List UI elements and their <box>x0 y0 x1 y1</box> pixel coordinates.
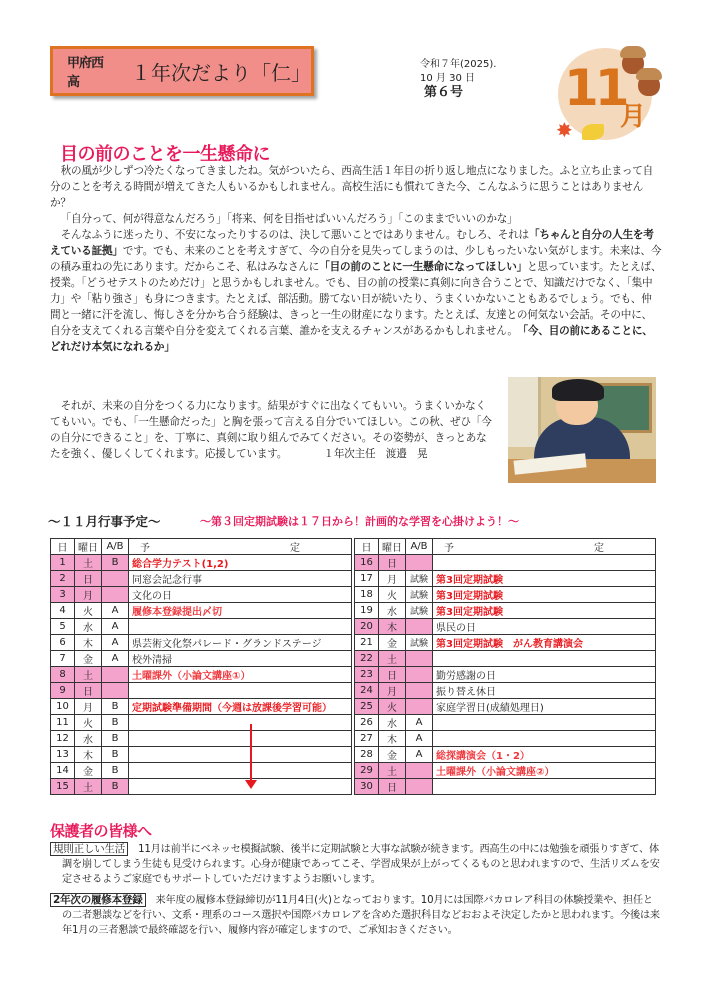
cell-weekday: 火 <box>75 715 102 731</box>
schedule-title: ～１１月行事予定～ <box>48 514 161 529</box>
cell-day: 14 <box>51 763 75 779</box>
table-row <box>51 699 352 715</box>
cell-day: 27 <box>355 731 379 747</box>
table-row <box>51 635 352 651</box>
cell-plan <box>129 731 352 747</box>
cell-ab: A <box>406 747 433 763</box>
cell-plan <box>129 715 352 731</box>
cell-weekday: 日 <box>75 571 102 587</box>
table-row <box>51 651 352 667</box>
cell-day: 4 <box>51 603 75 619</box>
cell-weekday: 月 <box>75 587 102 603</box>
cell-ab: B <box>102 747 129 763</box>
text-span: と思っています。たとえば、授業。「どうせテストのためだけ」と思うかもしれません。でも、目の前の授業に真剣に向き合うことで、知識だけでなく、「集中力」や「粘り強さ」も身につきます。たとえば、部活動。勝てない日が続いたり、うまくいかないこともあるでしょう。でも、仲間と一緒に汗を流し、悔しさを分かち合う経験は、きっと一生の財産になります。たとえば、友達との何気ない会話。その中に、自分を支えてくれる言葉や自分を変えてくれる言葉、誰かを支えるチャンスがあるかもしれません。 <box>50 261 662 337</box>
item-label-course-registration: 2年次の履修本登録 <box>50 893 146 907</box>
table-row <box>355 587 656 603</box>
cell-weekday: 日 <box>379 555 406 571</box>
table-row <box>355 571 656 587</box>
table-row <box>51 619 352 635</box>
cell-plan: 土曜課外（小論文講座①） <box>129 667 352 683</box>
cell-plan: 勤労感謝の日 <box>433 667 656 683</box>
cell-ab <box>102 587 129 603</box>
parents-body <box>50 842 662 938</box>
article-body-top <box>50 163 662 355</box>
table-row <box>355 603 656 619</box>
table-header-row <box>51 539 352 555</box>
cell-day: 8 <box>51 667 75 683</box>
cell-weekday: 土 <box>379 763 406 779</box>
article-body-bottom <box>50 398 494 462</box>
cell-plan <box>433 555 656 571</box>
newsletter-title-box <box>50 46 314 96</box>
cell-plan: 定期試験準備期間（今週は放課後学習可能） <box>129 699 352 715</box>
cell-day: 21 <box>355 635 379 651</box>
cell-weekday: 火 <box>379 699 406 715</box>
cell-ab: A <box>102 635 129 651</box>
student-studying-illustration <box>508 377 656 483</box>
cell-ab <box>102 667 129 683</box>
cell-plan: 校外清掃 <box>129 651 352 667</box>
table-row <box>51 731 352 747</box>
parents-heading: 保護者の皆様へ <box>50 822 152 840</box>
cell-plan: 県芸術文化祭パレード・グランドステージ <box>129 635 352 651</box>
cell-day: 1 <box>51 555 75 571</box>
cell-day: 20 <box>355 619 379 635</box>
cell-ab <box>406 667 433 683</box>
cell-day: 11 <box>51 715 75 731</box>
table-row <box>355 683 656 699</box>
cell-ab: B <box>102 731 129 747</box>
cell-plan <box>433 651 656 667</box>
table-row <box>355 619 656 635</box>
table-row <box>355 763 656 779</box>
cell-plan: 第3回定期試験 <box>433 571 656 587</box>
emphasis-text: 「目の前のことに一生懸命になってほしい」 <box>319 261 528 273</box>
table-row <box>355 555 656 571</box>
cell-weekday: 木 <box>379 731 406 747</box>
cell-day: 13 <box>51 747 75 763</box>
cell-day: 16 <box>355 555 379 571</box>
col-plan: 予 定 <box>129 539 352 555</box>
col-day: 日 <box>51 539 75 555</box>
cell-plan: 土曜課外（小論文講座②） <box>433 763 656 779</box>
cell-day: 17 <box>355 571 379 587</box>
cell-plan <box>129 779 352 795</box>
maple-leaf-icon: ✸ <box>556 118 573 142</box>
cell-weekday: 金 <box>75 651 102 667</box>
cell-ab: B <box>102 779 129 795</box>
cell-day: 10 <box>51 699 75 715</box>
cell-plan <box>433 731 656 747</box>
cell-day: 28 <box>355 747 379 763</box>
cell-plan <box>433 779 656 795</box>
cell-plan: 同窓会記念行事 <box>129 571 352 587</box>
cell-plan: 文化の日 <box>129 587 352 603</box>
table-row <box>355 715 656 731</box>
cell-ab: A <box>102 603 129 619</box>
item-label-regular-life: 規則正しい生活 <box>50 842 128 856</box>
cell-weekday: 月 <box>379 571 406 587</box>
ginkgo-leaf-icon <box>582 124 604 140</box>
table-row <box>355 635 656 651</box>
schedule-table-left <box>50 538 352 795</box>
cell-day: 9 <box>51 683 75 699</box>
col-ab: A/B <box>102 539 129 555</box>
cell-day: 5 <box>51 619 75 635</box>
cell-weekday: 土 <box>75 667 102 683</box>
cell-plan: 履修本登録提出〆切 <box>129 603 352 619</box>
issue-meta <box>420 58 496 100</box>
cell-day: 26 <box>355 715 379 731</box>
table-row <box>51 587 352 603</box>
cell-weekday: 水 <box>75 731 102 747</box>
table-row <box>51 683 352 699</box>
cell-plan: 家庭学習日(成績処理日) <box>433 699 656 715</box>
cell-weekday: 金 <box>379 747 406 763</box>
table-row <box>51 715 352 731</box>
cell-weekday: 月 <box>379 683 406 699</box>
cell-day: 19 <box>355 603 379 619</box>
table-row <box>355 651 656 667</box>
cell-plan: 振り替え休日 <box>433 683 656 699</box>
cell-ab: A <box>102 651 129 667</box>
cell-plan <box>129 683 352 699</box>
student-hair-shape <box>552 379 604 401</box>
cell-day: 2 <box>51 571 75 587</box>
cell-plan <box>129 619 352 635</box>
table-row <box>51 779 352 795</box>
cell-ab: B <box>102 699 129 715</box>
col-weekday: 曜日 <box>75 539 102 555</box>
cell-weekday: 木 <box>75 747 102 763</box>
cell-weekday: 水 <box>379 603 406 619</box>
cell-plan: 県民の日 <box>433 619 656 635</box>
cell-plan <box>129 747 352 763</box>
school-name: 甲府西高 <box>67 56 104 90</box>
article-heading: 目の前のことを一生懸命に <box>60 144 270 165</box>
cell-weekday: 月 <box>75 699 102 715</box>
cell-weekday: 日 <box>379 667 406 683</box>
table-row <box>355 667 656 683</box>
cell-plan: 総探講演会（1・2） <box>433 747 656 763</box>
cell-day: 3 <box>51 587 75 603</box>
table-row <box>355 779 656 795</box>
study-period-arrow-line <box>250 724 252 782</box>
cell-day: 29 <box>355 763 379 779</box>
cell-ab: 試験 <box>406 603 433 619</box>
col-day: 日 <box>355 539 379 555</box>
cell-weekday: 木 <box>379 619 406 635</box>
cell-ab <box>406 683 433 699</box>
cell-ab: 試験 <box>406 587 433 603</box>
emphasis-text: 「今、目の前にあることに、どれだけ本気になれるか」 <box>50 325 653 353</box>
col-weekday: 曜日 <box>379 539 406 555</box>
cell-plan: 第3回定期試験 がん教育講演会 <box>433 635 656 651</box>
acorn-icon <box>638 74 660 96</box>
cell-weekday: 水 <box>379 715 406 731</box>
parents-item-1 <box>50 842 662 887</box>
text-span: です。でも、未来のことを考えすぎて、今の自分を見失ってしまうのは、少しもったいない気がします。未来は、今の積み重ねの先にあります。だからこそ、私はみなさんに <box>50 245 662 273</box>
cell-day: 22 <box>355 651 379 667</box>
cell-weekday: 土 <box>379 651 406 667</box>
table-row <box>51 555 352 571</box>
window-shape <box>508 377 541 447</box>
text-span: 11月は前半にベネッセ模擬試験、後半に定期試験と大事な試験が続きます。西高生の中には勉強を頑張りすぎて、体調を崩してしまう生徒も見受けられます。心身が健康であってこそ、学習成果が上がってくるものと思われますので、生活リズムを安定させるようご家庭でもサポートしていただけますようお願いします。 <box>62 844 660 885</box>
table-row <box>355 699 656 715</box>
text-span: そんなふうに迷ったり、不安になったりするのは、決して悪いことではありません。むしろ、それは <box>60 229 529 241</box>
table-row <box>51 747 352 763</box>
issue-date-year: 令和７年(2025). <box>420 59 497 70</box>
cell-weekday: 金 <box>75 763 102 779</box>
emphasis-text: 「ちゃんと自分の人生を考えている証拠」 <box>50 229 654 257</box>
parents-item-2 <box>50 893 662 938</box>
cell-day: 6 <box>51 635 75 651</box>
cell-weekday: 日 <box>75 683 102 699</box>
cell-ab <box>406 779 433 795</box>
cell-ab <box>406 651 433 667</box>
cell-ab: A <box>406 731 433 747</box>
month-number: 11 <box>564 59 626 117</box>
cell-day: 30 <box>355 779 379 795</box>
cell-ab: B <box>102 715 129 731</box>
cell-ab: 試験 <box>406 571 433 587</box>
table-row <box>51 603 352 619</box>
cell-ab: 試験 <box>406 635 433 651</box>
cell-ab <box>102 571 129 587</box>
text-span: 来年度の履修本登録締切が11月4日(火)となっております。10月には国際バカロレア科目の体験授業や、担任との二者懇談などを行い、文系・理系のコース選択や国際バカロレアを含めた選択科目などおおよそ決定したかと思われます。今後は来年1月の三者懇談で最終確認を行い、履修内容が確定しますので、ご承知おきください。 <box>62 895 660 936</box>
arrow-down-icon <box>245 780 257 789</box>
cell-ab <box>102 683 129 699</box>
cell-weekday: 火 <box>379 587 406 603</box>
table-row <box>51 571 352 587</box>
col-ab: A/B <box>406 539 433 555</box>
cell-plan <box>129 763 352 779</box>
cell-ab <box>406 619 433 635</box>
cell-weekday: 水 <box>75 619 102 635</box>
issue-date-day: 10 月 30 日 <box>420 73 475 84</box>
cell-day: 18 <box>355 587 379 603</box>
text-span: それが、未来の自分をつくる力になります。結果がすぐに出なくてもいい。うまくいかなくてもいい。でも、「一生懸命だった」と胸を張って言える自分でいてほしい。この秋、ぜひ「今の自分にできること」を、丁寧に、真剣に取り組んでみてください。その姿勢が、きっとあなたを強く、優しくしてくれます。応援しています。 <box>50 400 492 460</box>
cell-plan <box>433 715 656 731</box>
cell-ab <box>406 763 433 779</box>
cell-ab <box>406 555 433 571</box>
cell-ab: A <box>102 619 129 635</box>
cell-ab: A <box>406 715 433 731</box>
issue-number: 第６号 <box>424 85 464 100</box>
cell-plan: 第3回定期試験 <box>433 587 656 603</box>
cell-weekday: 日 <box>379 779 406 795</box>
cell-day: 24 <box>355 683 379 699</box>
table-row <box>355 747 656 763</box>
table-header-row <box>355 539 656 555</box>
cell-day: 7 <box>51 651 75 667</box>
cell-weekday: 金 <box>379 635 406 651</box>
cell-weekday: 土 <box>75 555 102 571</box>
cell-weekday: 火 <box>75 603 102 619</box>
cell-weekday: 土 <box>75 779 102 795</box>
table-row <box>51 763 352 779</box>
cell-day: 12 <box>51 731 75 747</box>
table-row <box>51 667 352 683</box>
signature: １年次主任 渡邉 晃 <box>323 448 428 460</box>
month-badge-illustration <box>550 44 660 140</box>
cell-day: 15 <box>51 779 75 795</box>
cell-ab: B <box>102 763 129 779</box>
article-paragraph-1: 秋の風が少しずつ冷たくなってきましたね。気がついたら、西高生活１年目の折り返し地点になりました。ふと立ち止まって自分のことを考える時間が増えてきた人もいるかもしれません。高校生活にも慣れてきた今、こんなふうに思うことはありませんか？ <box>50 165 654 209</box>
cell-day: 25 <box>355 699 379 715</box>
schedule-subtitle: ～第３回定期試験は１７日から！計画的な学習を心掛けよう！～ <box>200 515 519 528</box>
cell-plan: 第3回定期試験 <box>433 603 656 619</box>
table-row <box>355 731 656 747</box>
cell-weekday: 木 <box>75 635 102 651</box>
cell-ab: B <box>102 555 129 571</box>
article-paragraph-4 <box>50 398 494 462</box>
cell-day: 23 <box>355 667 379 683</box>
article-paragraph-3 <box>50 227 662 355</box>
cell-plan: 総合学力テスト(1,2) <box>129 555 352 571</box>
newsletter-title: １年次だより「仁」 <box>131 60 311 85</box>
schedule-table-right <box>354 538 656 795</box>
cell-ab <box>406 699 433 715</box>
month-kanji: 月 <box>620 102 647 132</box>
article-questions: 「自分って、何が得意なんだろう」「将来、何を目指せばいいんだろう」「このままでいいのかな」 <box>60 213 518 225</box>
col-plan: 予 定 <box>433 539 656 555</box>
